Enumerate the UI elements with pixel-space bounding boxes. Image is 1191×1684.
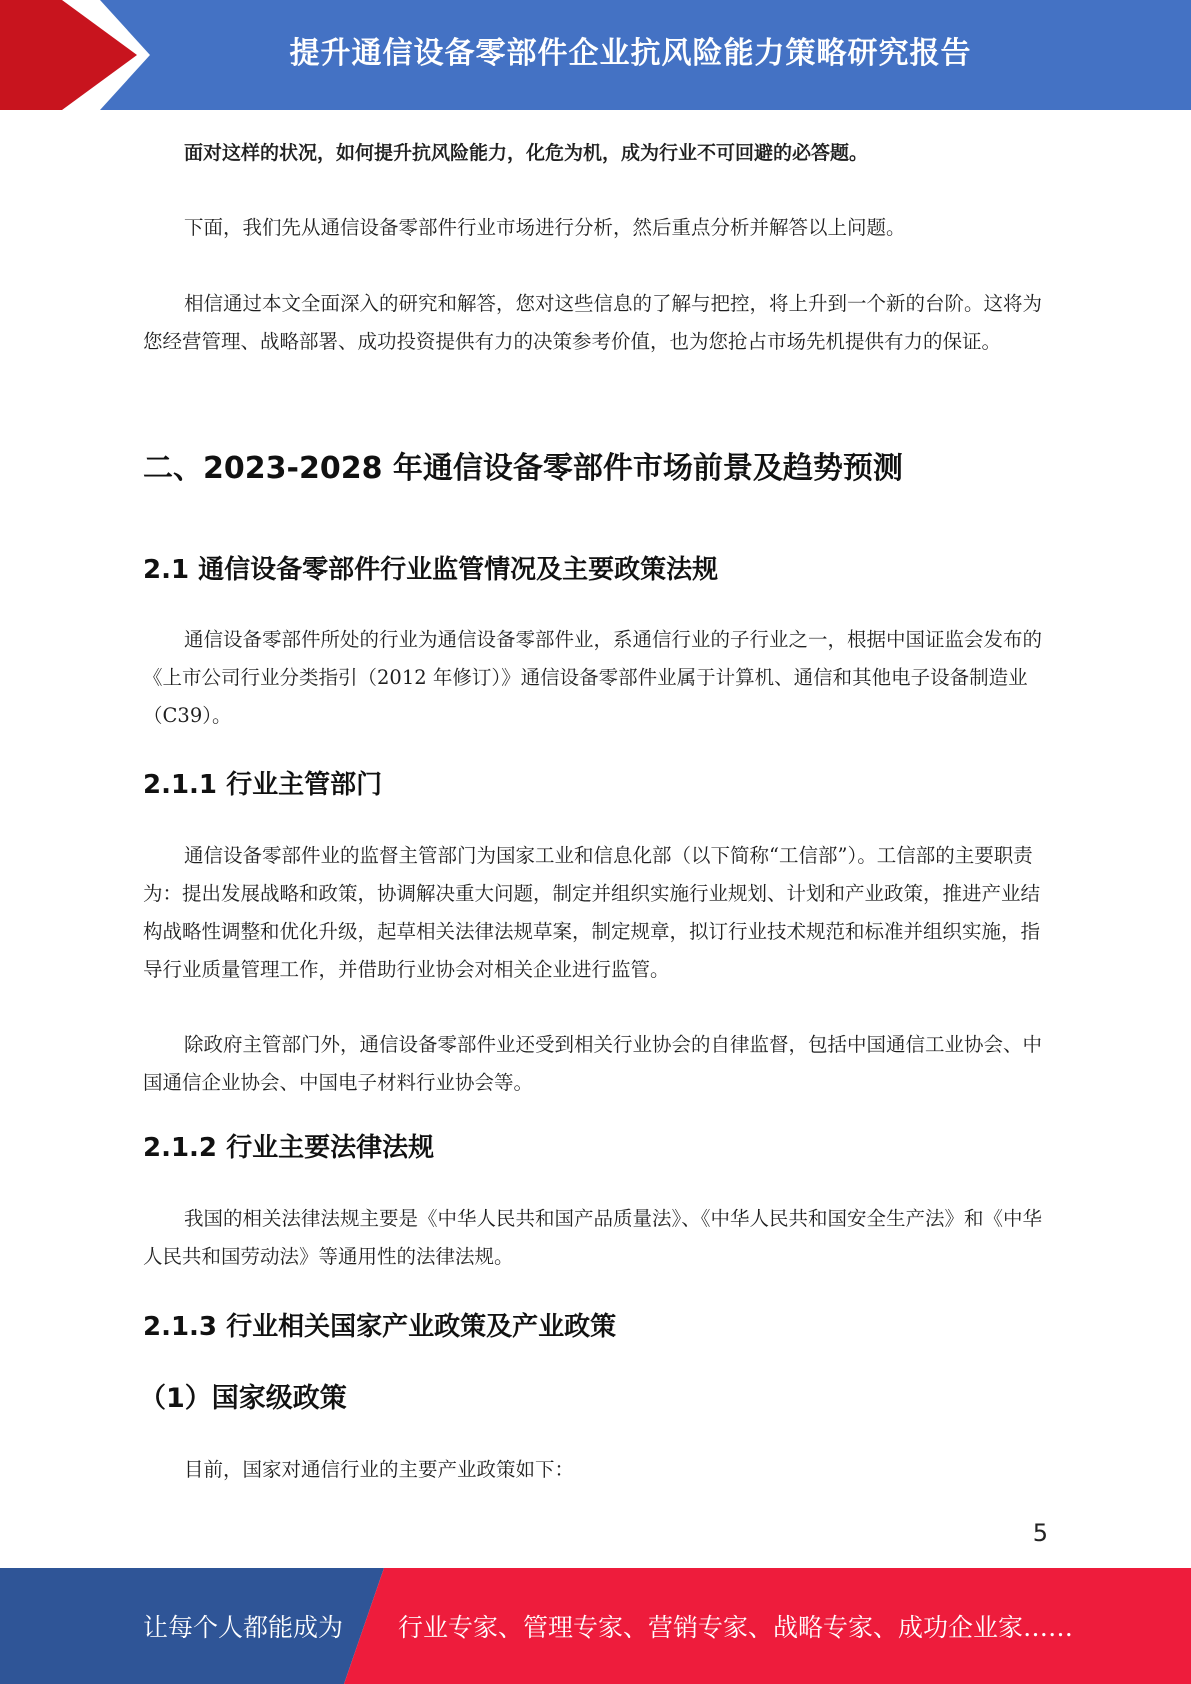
subsection-2-1-1-paragraph-2: 除政府主管部门外，通信设备零部件业还受到相关行业协会的自律监督，包括中国通信工业协会、中国通信企业协会、中国电子材料行业协会等。 bbox=[143, 1033, 1043, 1094]
intro-paragraph-1: 下面，我们先从通信设备零部件行业市场进行分析，然后重点分析并解答以上问题。 bbox=[184, 216, 906, 239]
subsection-2-1-2-paragraph: 我国的相关法律法规主要是《中华人民共和国产品质量法》、《中华人民共和国安全生产法》和《中华人民共和国劳动法》等通用性的法律法规。 bbox=[143, 1207, 1043, 1268]
report-title: 提升通信设备零部件企业抗风险能力策略研究报告 bbox=[289, 36, 972, 71]
intro-bold-paragraph: 面对这样的状况，如何提升抗风险能力，化危为机，成为行业不可回避的必答题。 bbox=[184, 142, 869, 164]
page-header bbox=[0, 0, 1191, 110]
subsection-heading-2-1-1: 2.1.1 行业主管部门 bbox=[143, 770, 383, 800]
national-policy-paragraph: 目前，国家对通信行业的主要产业政策如下： bbox=[184, 1458, 575, 1481]
footer-slogan-right: 行业专家、管理专家、营销专家、战略专家、成功企业家…… bbox=[398, 1613, 1074, 1642]
section-heading: 二、2023-2028 年通信设备零部件市场前景及趋势预测 bbox=[143, 451, 903, 486]
footer-slogan-left: 让每个人都能成为 bbox=[143, 1613, 344, 1642]
page-number: 5 bbox=[1032, 1519, 1048, 1547]
header-arrow-icon bbox=[0, 0, 160, 110]
national-policy-heading: （1）国家级政策 bbox=[139, 1383, 347, 1414]
intro-paragraph-2: 相信通过本文全面深入的研究和解答，您对这些信息的了解与把控，将上升到一个新的台阶。这将为您经营管理、战略部署、成功投资提供有力的决策参考价值，也为您抢占市场先机提供有力的保证。 bbox=[143, 292, 1043, 353]
subsection-heading-2-1-3: 2.1.3 行业相关国家产业政策及产业政策 bbox=[143, 1312, 617, 1342]
subsection-2-1-paragraph: 通信设备零部件所处的行业为通信设备零部件业，系通信行业的子行业之一，根据中国证监会发布的《上市公司行业分类指引（2012 年修订）》通信设备零部件业属于计算机、通信和其他电子设备制造业（C39）。 bbox=[143, 628, 1043, 727]
subsection-heading-2-1-2: 2.1.2 行业主要法律法规 bbox=[143, 1133, 435, 1163]
subsection-2-1-1-paragraph-1: 通信设备零部件业的监督主管部门为国家工业和信息化部（以下简称“工信部”）。工信部的主要职责为：提出发展战略和政策，协调解决重大问题，制定并组织实施行业规划、计划和产业政策，推进产业结构战略性调整和优化升级，起草相关法律法规草案，制定规章，拟订行业技术规范和标准并组织实施，指导行业质量管理工作，并借助行业协会对相关企业进行监管。 bbox=[143, 844, 1041, 981]
page-footer bbox=[0, 1568, 1191, 1684]
subsection-heading-2-1: 2.1 通信设备零部件行业监管情况及主要政策法规 bbox=[143, 555, 719, 585]
